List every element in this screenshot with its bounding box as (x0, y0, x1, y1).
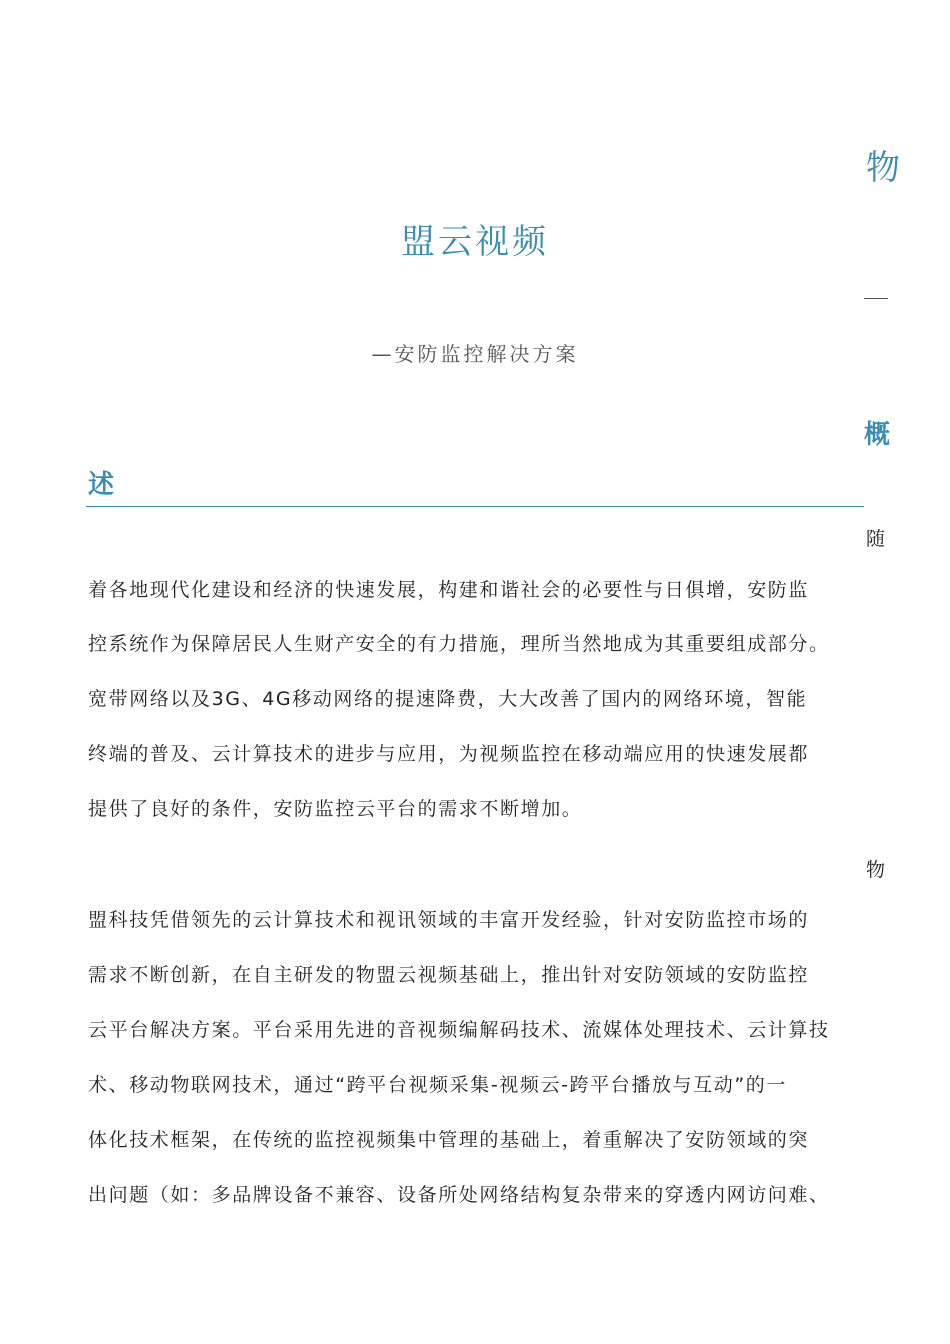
paragraph-line: 出问题（如：多品牌设备不兼容、设备所处网络结构复杂带来的穿透内网访问难、 (88, 1184, 830, 1206)
paragraph-line: 体化技术框架，在传统的监控视频集中管理的基础上，着重解决了安防领域的突 (88, 1129, 810, 1151)
paragraph-line: 宽带网络以及3G、4G移动网络的提速降费，大大改善了国内的网络环境，智能 (88, 688, 808, 710)
title-fragment: 物 (866, 148, 900, 188)
paragraph-line: 控系统作为保障居民人生财产安全的有力措施，理所当然地成为其重要组成部分。 (88, 633, 830, 655)
paragraph-first-char: 随 (866, 528, 886, 550)
section-heading-fragment: 述 (88, 470, 115, 500)
paragraph-line: 需求不断创新，在自主研发的物盟云视频基础上，推出针对安防领域的安防监控 (88, 964, 810, 986)
paragraph-line: 终端的普及、云计算技术的进步与应用，为视频监控在移动端应用的快速发展都 (88, 743, 810, 765)
paragraph-line: 着各地现代化建设和经济的快速发展，构建和谐社会的必要性与日俱增，安防监 (88, 579, 810, 601)
paragraph-line: 云平台解决方案。平台采用先进的音视频编解码技术、流媒体处理技术、云计算技 (88, 1019, 830, 1041)
paragraph-line: 盟科技凭借领先的云计算技术和视讯领域的丰富开发经验，针对安防监控市场的 (88, 909, 810, 931)
paragraph-line: 提供了良好的条件，安防监控云平台的需求不断增加。 (88, 798, 583, 820)
paragraph-line: 术、移动物联网技术，通过“跨平台视频采集-视频云-跨平台播放与互动”的一 (88, 1074, 787, 1096)
title-dash (864, 298, 888, 299)
section-heading-rule (86, 506, 864, 507)
paragraph-first-char: 物 (866, 859, 886, 881)
document-title: 盟云视频 (401, 222, 549, 262)
document-subtitle: —安防监控解决方案 (371, 342, 579, 366)
section-heading-fragment: 概 (864, 420, 891, 450)
